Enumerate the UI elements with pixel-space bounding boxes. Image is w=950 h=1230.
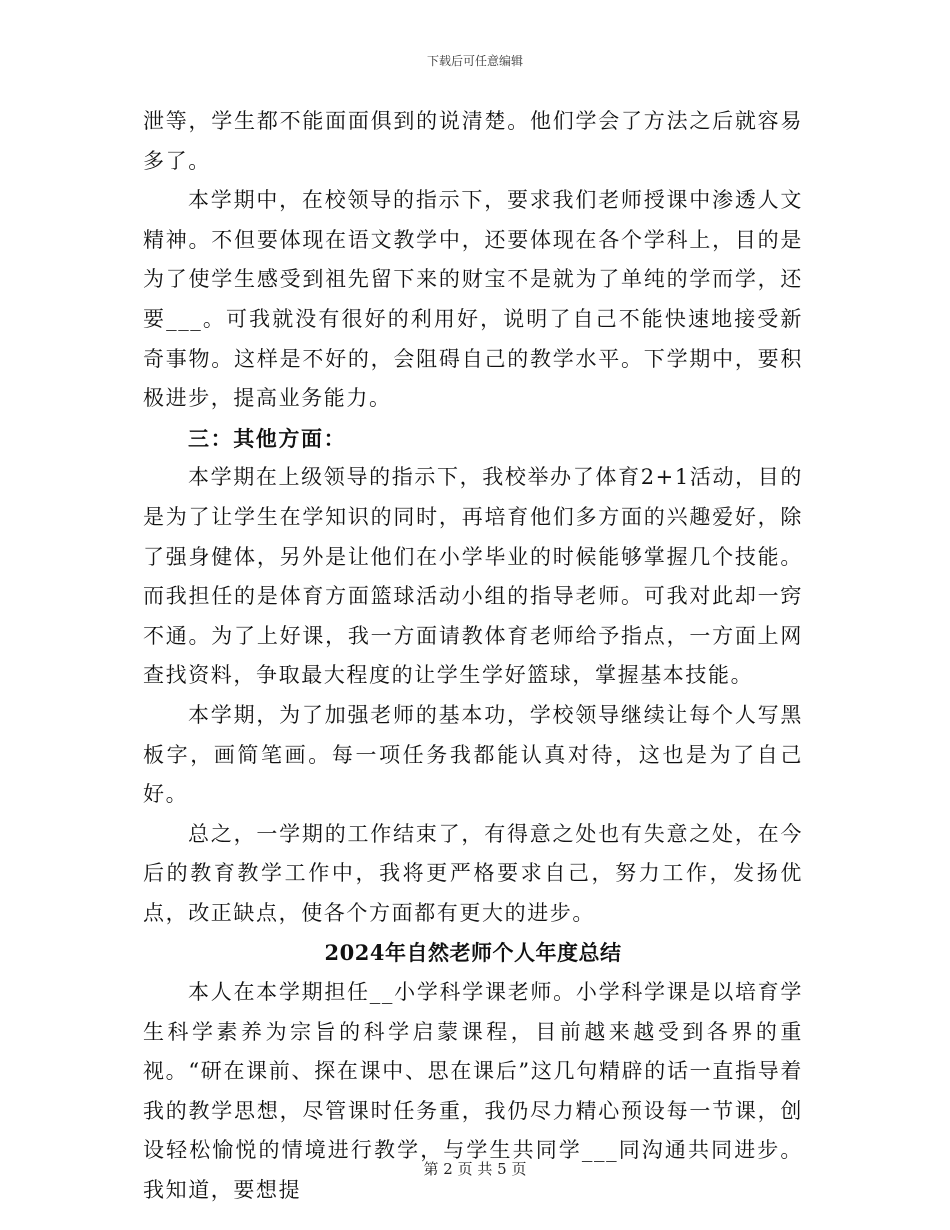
document-title: 2024年自然老师个人年度总结 (324, 940, 622, 966)
paragraph-basic-skills: 本学期，为了加强老师的基本功，学校领导继续让每个人写黑板字，画简笔画。每一项任务我都能认真对待，这也是为了自己好。 (143, 702, 803, 807)
paragraph-continuation: 泄等，学生都不能面面俱到的说清楚。他们学会了方法之后就容易多了。 (143, 109, 803, 173)
section-heading-other: 三：其他方面： (188, 425, 347, 451)
page-footer: 第 2 页 共 5 页 (423, 1160, 527, 1178)
paragraph-science-intro: 本人在本学期担任__小学科学课老师。小学科学课是以培育学生科学素养为宗旨的科学启蒙课程，目前越来越受到各界的重视。“研在课前、探在课中、思在课后”这几句精辟的话一直指导着我的教学思想，尽管课时任务重，我仍尽力精心预设每一节课，创设轻松愉悦的情境进行教学，与学生共同学___同沟通共同进步。我知道，要想提 (143, 980, 803, 1203)
paragraph-sports-activity: 本学期在上级领导的指示下，我校举办了体育2+1活动，目的是为了让学生在学知识的同时，再培育他们多方面的兴趣爱好，除了强身健体，另外是让他们在小学毕业的时候能够掌握几个技能。而我担任的是体育方面篮球活动小组的指导老师。可我对此却一窍不通。为了上好课，我一方面请教体育老师给予指点，一方面上网查找资料，争取最大程度的让学生学好篮球，掌握基本技能。 (143, 465, 803, 688)
document-body (143, 102, 803, 1211)
page-header: 下载后可任意编辑 (426, 54, 523, 68)
paragraph-conclusion: 总之，一学期的工作结束了，有得意之处也有失意之处，在今后的教育教学工作中，我将更严格要求自己，努力工作，发扬优点，改正缺点，使各个方面都有更大的进步。 (143, 821, 803, 925)
paragraph-humanities: 本学期中，在校领导的指示下，要求我们老师授课中渗透人文精神。不但要体现在语文教学中，还要体现在各个学科上，目的是为了使学生感受到祖先留下来的财宝不是就为了单纯的学而学，还要___。可我就没有很好的利用好，说明了自己不能快速地接受新奇事物。这样是不好的，会阻碍自己的教学水平。下学期中，要积极进步，提高业务能力。 (143, 188, 803, 411)
